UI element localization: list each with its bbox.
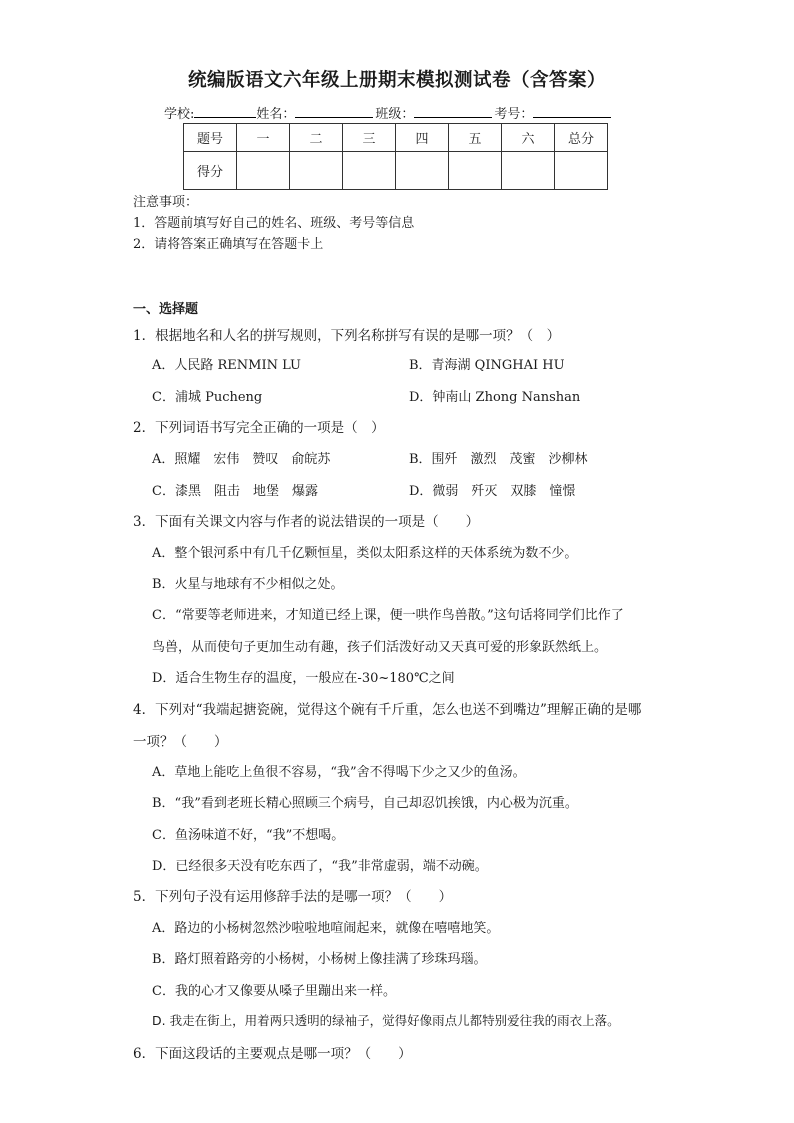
- score-header-cell: 总分: [555, 124, 608, 152]
- score-header-cell: 一: [237, 124, 290, 152]
- q1-option-a: A．人民路 RENMIN LU: [152, 358, 302, 373]
- score-cell[interactable]: [237, 152, 290, 190]
- score-cell[interactable]: [502, 152, 555, 190]
- score-cell[interactable]: [449, 152, 502, 190]
- student-info-line: [164, 103, 611, 122]
- q2-option-d: D．微弱 歼灭 双膝 憧憬: [409, 484, 576, 499]
- score-cell[interactable]: [555, 152, 608, 190]
- q4-option-a: A．草地上能吃上鱼很不容易，“我”舍不得喝下少之又少的鱼汤。: [152, 765, 526, 780]
- question-4-stem-line2: 一项？（ ）: [133, 734, 228, 750]
- notes-item: 2．请将答案正确填写在答题卡上: [133, 237, 324, 252]
- name-label: 姓名：: [256, 107, 296, 122]
- class-blank: [414, 104, 492, 118]
- q1-option-c: C．浦城 Pucheng: [152, 390, 263, 405]
- score-header-cell: 四: [396, 124, 449, 152]
- q5-option-b: B．路灯照着路旁的小杨树，小杨树上像挂满了珍珠玛瑙。: [152, 952, 487, 967]
- notes-heading: 注意事项：: [133, 195, 199, 210]
- q5-option-a: A．路边的小杨树忽然沙啦啦地喧闹起来，就像在嘻嘻地笑。: [152, 921, 500, 936]
- q5-option-d: D. 我走在街上，用着两只透明的绿袖子，觉得好像雨点儿都特别爱往我的雨衣上落。: [152, 1013, 620, 1028]
- score-header-cell: 题号: [184, 124, 237, 152]
- score-header-cell: 五: [449, 124, 502, 152]
- question-4-stem-line1: 4．下列对“我端起搪瓷碗，觉得这个碗有千斤重，怎么也送不到嘴边”理解正确的是哪: [133, 702, 642, 718]
- page-title: 统编版语文六年级上册期末模拟测试卷（含答案）: [187, 70, 606, 91]
- notes-block: [133, 192, 414, 255]
- name-blank: [295, 104, 373, 118]
- question-2-stem: 2．下列词语书写完全正确的一项是（ ）: [133, 420, 385, 436]
- score-table: [183, 123, 608, 190]
- score-cell[interactable]: [290, 152, 343, 190]
- q1-option-b: B．青海湖 QINGHAI HU: [409, 358, 565, 373]
- q3-option-c-line2: 鸟兽，从而使句子更加生动有趣，孩子们活泼好动又天真可爱的形象跃然纸上。: [152, 640, 608, 655]
- question-1-stem: 1．根据地名和人名的拼写规则，下列名称拼写有误的是哪一项？（ ）: [133, 328, 561, 344]
- section-heading: 一、选择题: [133, 302, 199, 317]
- q3-option-d: D．适合生物生存的温度，一般应在-30~180℃之间: [152, 671, 455, 686]
- score-header-cell: 六: [502, 124, 555, 152]
- q2-option-c: C．漆黑 阻击 地堡 爆露: [152, 484, 318, 499]
- q4-option-b: B．“我”看到老班长精心照顾三个病号，自己却忍饥挨饿，内心极为沉重。: [152, 796, 578, 811]
- score-header-cell: 二: [290, 124, 343, 152]
- score-table-header-row: [184, 124, 608, 152]
- score-header-cell: 三: [343, 124, 396, 152]
- score-row-label: 得分: [184, 152, 237, 190]
- notes-item: 1．答题前填写好自己的姓名、班级、考号等信息: [133, 216, 415, 231]
- score-cell[interactable]: [343, 152, 396, 190]
- school-label: 学校:: [164, 107, 195, 122]
- q3-option-a: A．整个银河系中有几千亿颗恒星，类似太阳系这样的天体系统为数不少。: [152, 546, 578, 561]
- q4-option-c: C．鱼汤味道不好，“我”不想喝。: [152, 828, 345, 843]
- class-label: 班级：: [375, 107, 415, 122]
- q3-option-b: B．火星与地球有不少相似之处。: [152, 577, 344, 592]
- q4-option-d: D．已经很多天没有吃东西了，“我”非常虚弱，端不动碗。: [152, 859, 488, 874]
- question-3-stem: 3．下面有关课文内容与作者的说法错误的一项是（ ）: [133, 514, 480, 530]
- question-5-stem: 5．下列句子没有运用修辞手法的是哪一项？（ ）: [133, 889, 453, 905]
- q1-option-d: D．钟南山 Zhong Nanshan: [409, 390, 581, 405]
- q3-option-c-line1: C．“常要等老师进来，才知道已经上课，便一哄作鸟兽散。”这句话将同学们比作了: [152, 608, 624, 623]
- score-table-score-row: [184, 152, 608, 190]
- question-6-stem: 6．下面这段话的主要观点是哪一项？（ ）: [133, 1046, 412, 1062]
- q2-option-b: B．围歼 激烈 茂蜜 沙柳林: [409, 452, 588, 467]
- school-blank: [194, 104, 256, 118]
- q2-option-a: A．照耀 宏伟 赞叹 俞皖苏: [152, 452, 331, 467]
- exam-no-blank: [533, 104, 611, 118]
- exam-no-label: 考号：: [494, 107, 534, 122]
- score-cell[interactable]: [396, 152, 449, 190]
- q5-option-c: C．我的心才又像要从嗓子里蹦出来一样。: [152, 984, 396, 999]
